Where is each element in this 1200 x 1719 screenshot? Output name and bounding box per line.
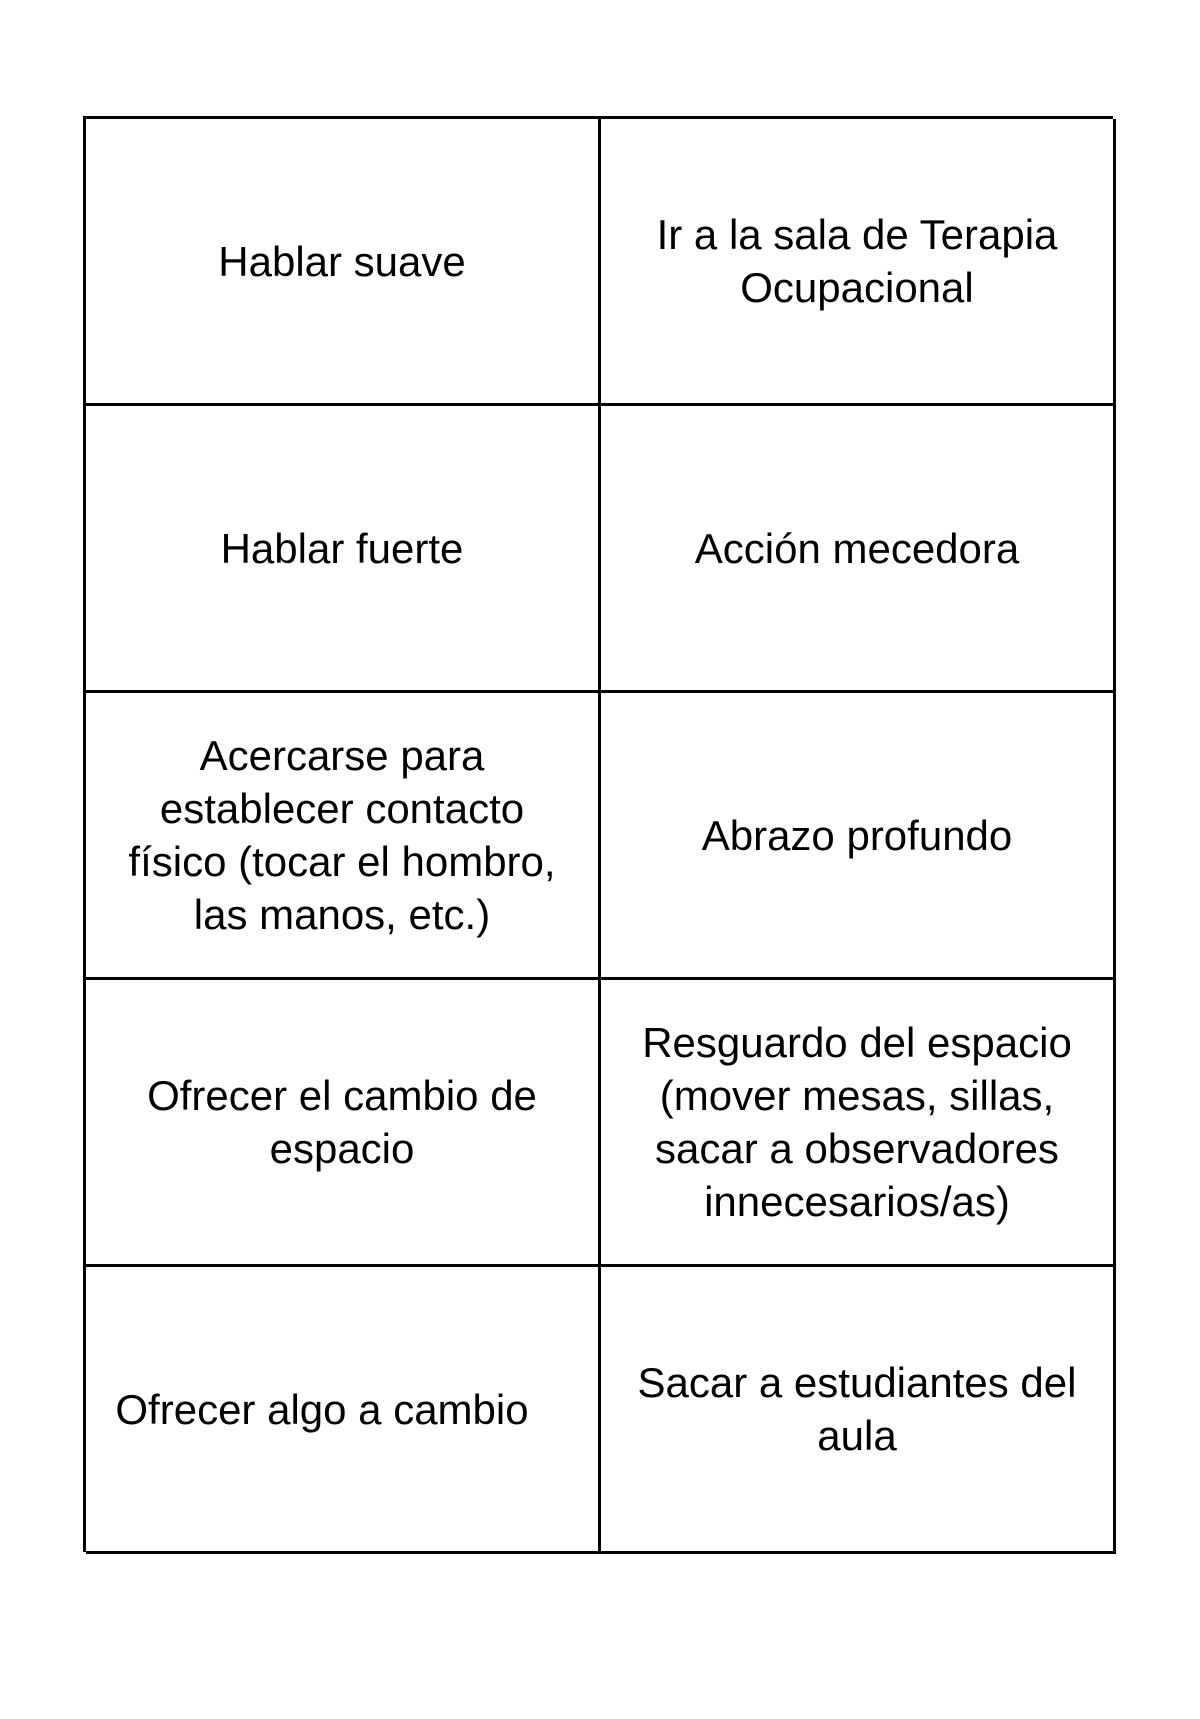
card-text: Sacar a estudiantes del aula — [637, 1359, 1077, 1459]
card-abrazo-profundo — [601, 693, 1116, 980]
card-text: Ofrecer algo a cambio — [115, 1385, 529, 1433]
card-text: Acción mecedora — [694, 524, 1020, 572]
card-sala-terapia — [601, 119, 1116, 406]
card-contacto-fisico — [86, 693, 601, 980]
card-hablar-suave — [86, 119, 601, 406]
card-algo-a-cambio — [86, 1267, 601, 1554]
card-hablar-fuerte — [86, 406, 601, 693]
card-text: Hablar suave — [218, 237, 466, 285]
card-grid — [83, 116, 1113, 1552]
card-text: Hablar fuerte — [220, 524, 464, 572]
card-resguardo-espacio — [601, 980, 1116, 1267]
card-sacar-estudiantes — [601, 1267, 1116, 1554]
card-text: Resguardo del espacio (mover mesas, sillas, sacar a observadores innecesarios/as) — [642, 1019, 1072, 1225]
card-accion-mecedora — [601, 406, 1116, 693]
card-text: Ir a la sala de Terapia Ocupacional — [656, 211, 1058, 311]
card-text: Abrazo profundo — [701, 811, 1013, 859]
card-text: Ofrecer el cambio de espacio — [147, 1072, 537, 1172]
card-text: Acercarse para establecer contacto físico (tocar el hombro, las manos, etc.) — [128, 732, 556, 938]
card-cambio-espacio — [86, 980, 601, 1267]
